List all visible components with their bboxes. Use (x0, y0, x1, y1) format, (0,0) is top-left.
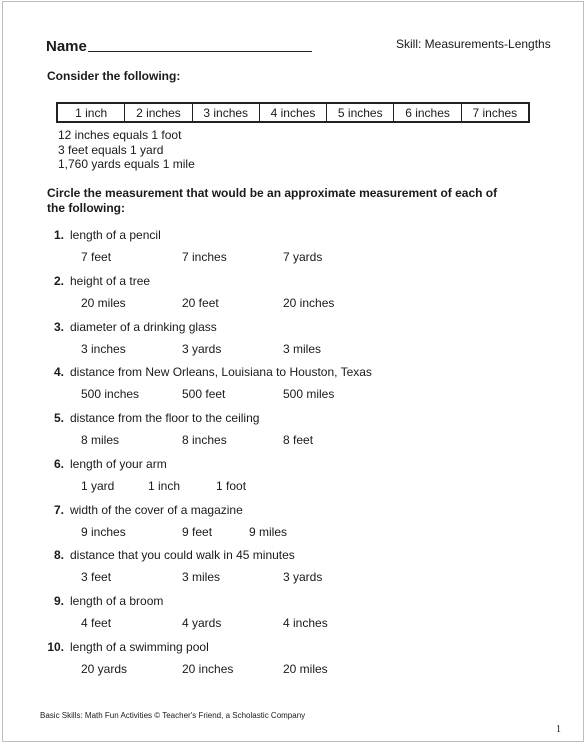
answer-option[interactable]: 20 miles (81, 296, 126, 310)
question-text: length of a broom (70, 594, 164, 608)
answer-option[interactable]: 3 yards (182, 342, 222, 356)
conversion-facts (58, 128, 195, 172)
answer-option[interactable]: 9 feet (182, 525, 213, 539)
answer-option[interactable]: 20 inches (182, 662, 234, 676)
question-text: distance from New Orleans, Louisiana to Houston, Texas (70, 365, 372, 379)
answer-option[interactable]: 1 yard (81, 479, 115, 493)
answer-option[interactable]: 500 feet (182, 387, 226, 401)
ruler-cell: 4 inches (260, 104, 327, 121)
answer-option[interactable]: 20 miles (283, 662, 328, 676)
name-label: Name (46, 38, 87, 55)
question-text: height of a tree (70, 274, 151, 288)
ruler-table (56, 102, 530, 123)
question-text: length of your arm (70, 457, 167, 471)
name-line (88, 51, 312, 52)
answer-option[interactable]: 7 yards (283, 250, 323, 264)
answer-option[interactable]: 20 inches (283, 296, 335, 310)
answer-option[interactable]: 7 feet (81, 250, 112, 264)
answer-option[interactable]: 1 foot (216, 479, 247, 493)
question-number: 10. (47, 640, 64, 654)
answer-option[interactable]: 8 inches (182, 433, 227, 447)
answer-option[interactable]: 4 inches (283, 616, 328, 630)
question-text: length of a pencil (70, 228, 161, 242)
answer-option[interactable]: 3 miles (283, 342, 322, 356)
footer-credit: Basic Skills: Math Fun Activities © Teacher's Friend, a Scholastic Company (40, 711, 306, 720)
answer-option[interactable]: 3 yards (283, 570, 323, 584)
answer-option[interactable]: 20 yards (81, 662, 128, 676)
answer-option[interactable]: 500 inches (81, 387, 140, 401)
ruler-cell: 3 inches (193, 104, 260, 121)
ruler-cell: 6 inches (394, 104, 461, 121)
question-text: distance that you could walk in 45 minutes (70, 548, 295, 562)
answer-option[interactable]: 7 inches (182, 250, 227, 264)
question-text: length of a swimming pool (70, 640, 209, 654)
answer-option[interactable]: 500 miles (283, 387, 335, 401)
ruler-cell: 2 inches (125, 104, 192, 121)
question-text: diameter of a drinking glass (70, 320, 217, 334)
answer-option[interactable]: 3 inches (81, 342, 126, 356)
answer-option[interactable]: 4 feet (81, 616, 112, 630)
ruler-cell: 7 inches (472, 105, 518, 120)
fact-line: 3 feet equals 1 yard (58, 142, 164, 157)
answer-option[interactable]: 9 inches (81, 525, 126, 539)
answer-option[interactable]: 3 feet (81, 570, 112, 584)
answer-option[interactable]: 9 miles (249, 525, 288, 539)
answer-option[interactable]: 20 feet (182, 296, 219, 310)
answer-option[interactable]: 1 inch (148, 479, 181, 493)
question-number: 1. (53, 228, 64, 242)
ruler-cell: 1 inch (58, 104, 125, 121)
question-number: 4. (53, 365, 64, 379)
question-number: 6. (53, 457, 64, 471)
answer-option[interactable]: 8 miles (81, 433, 120, 447)
question-number: 5. (53, 411, 64, 425)
fact-line: 1,760 yards equals 1 mile (58, 157, 195, 171)
page-number: 1 (556, 724, 561, 735)
fact-line: 12 inches equals 1 foot (58, 128, 182, 142)
consider-heading: Consider the following: (47, 69, 181, 83)
answer-option[interactable]: 4 yards (182, 616, 222, 630)
instructions: Circle the measurement that would be an approximate measurement of each of the following: (47, 186, 498, 215)
ruler-cell: 5 inches (327, 104, 394, 121)
question-number: 8. (53, 548, 64, 562)
question-number: 2. (53, 274, 64, 288)
question-text: distance from the floor to the ceiling (70, 411, 260, 425)
question-number: 7. (53, 503, 64, 517)
question-number: 9. (53, 594, 64, 608)
answer-option[interactable]: 3 miles (182, 570, 221, 584)
question-text: width of the cover of a magazine (70, 503, 243, 517)
skill-label: Skill: Measurements-Lengths (396, 37, 551, 51)
question-number: 3. (53, 320, 64, 334)
answer-option[interactable]: 8 feet (283, 433, 314, 447)
